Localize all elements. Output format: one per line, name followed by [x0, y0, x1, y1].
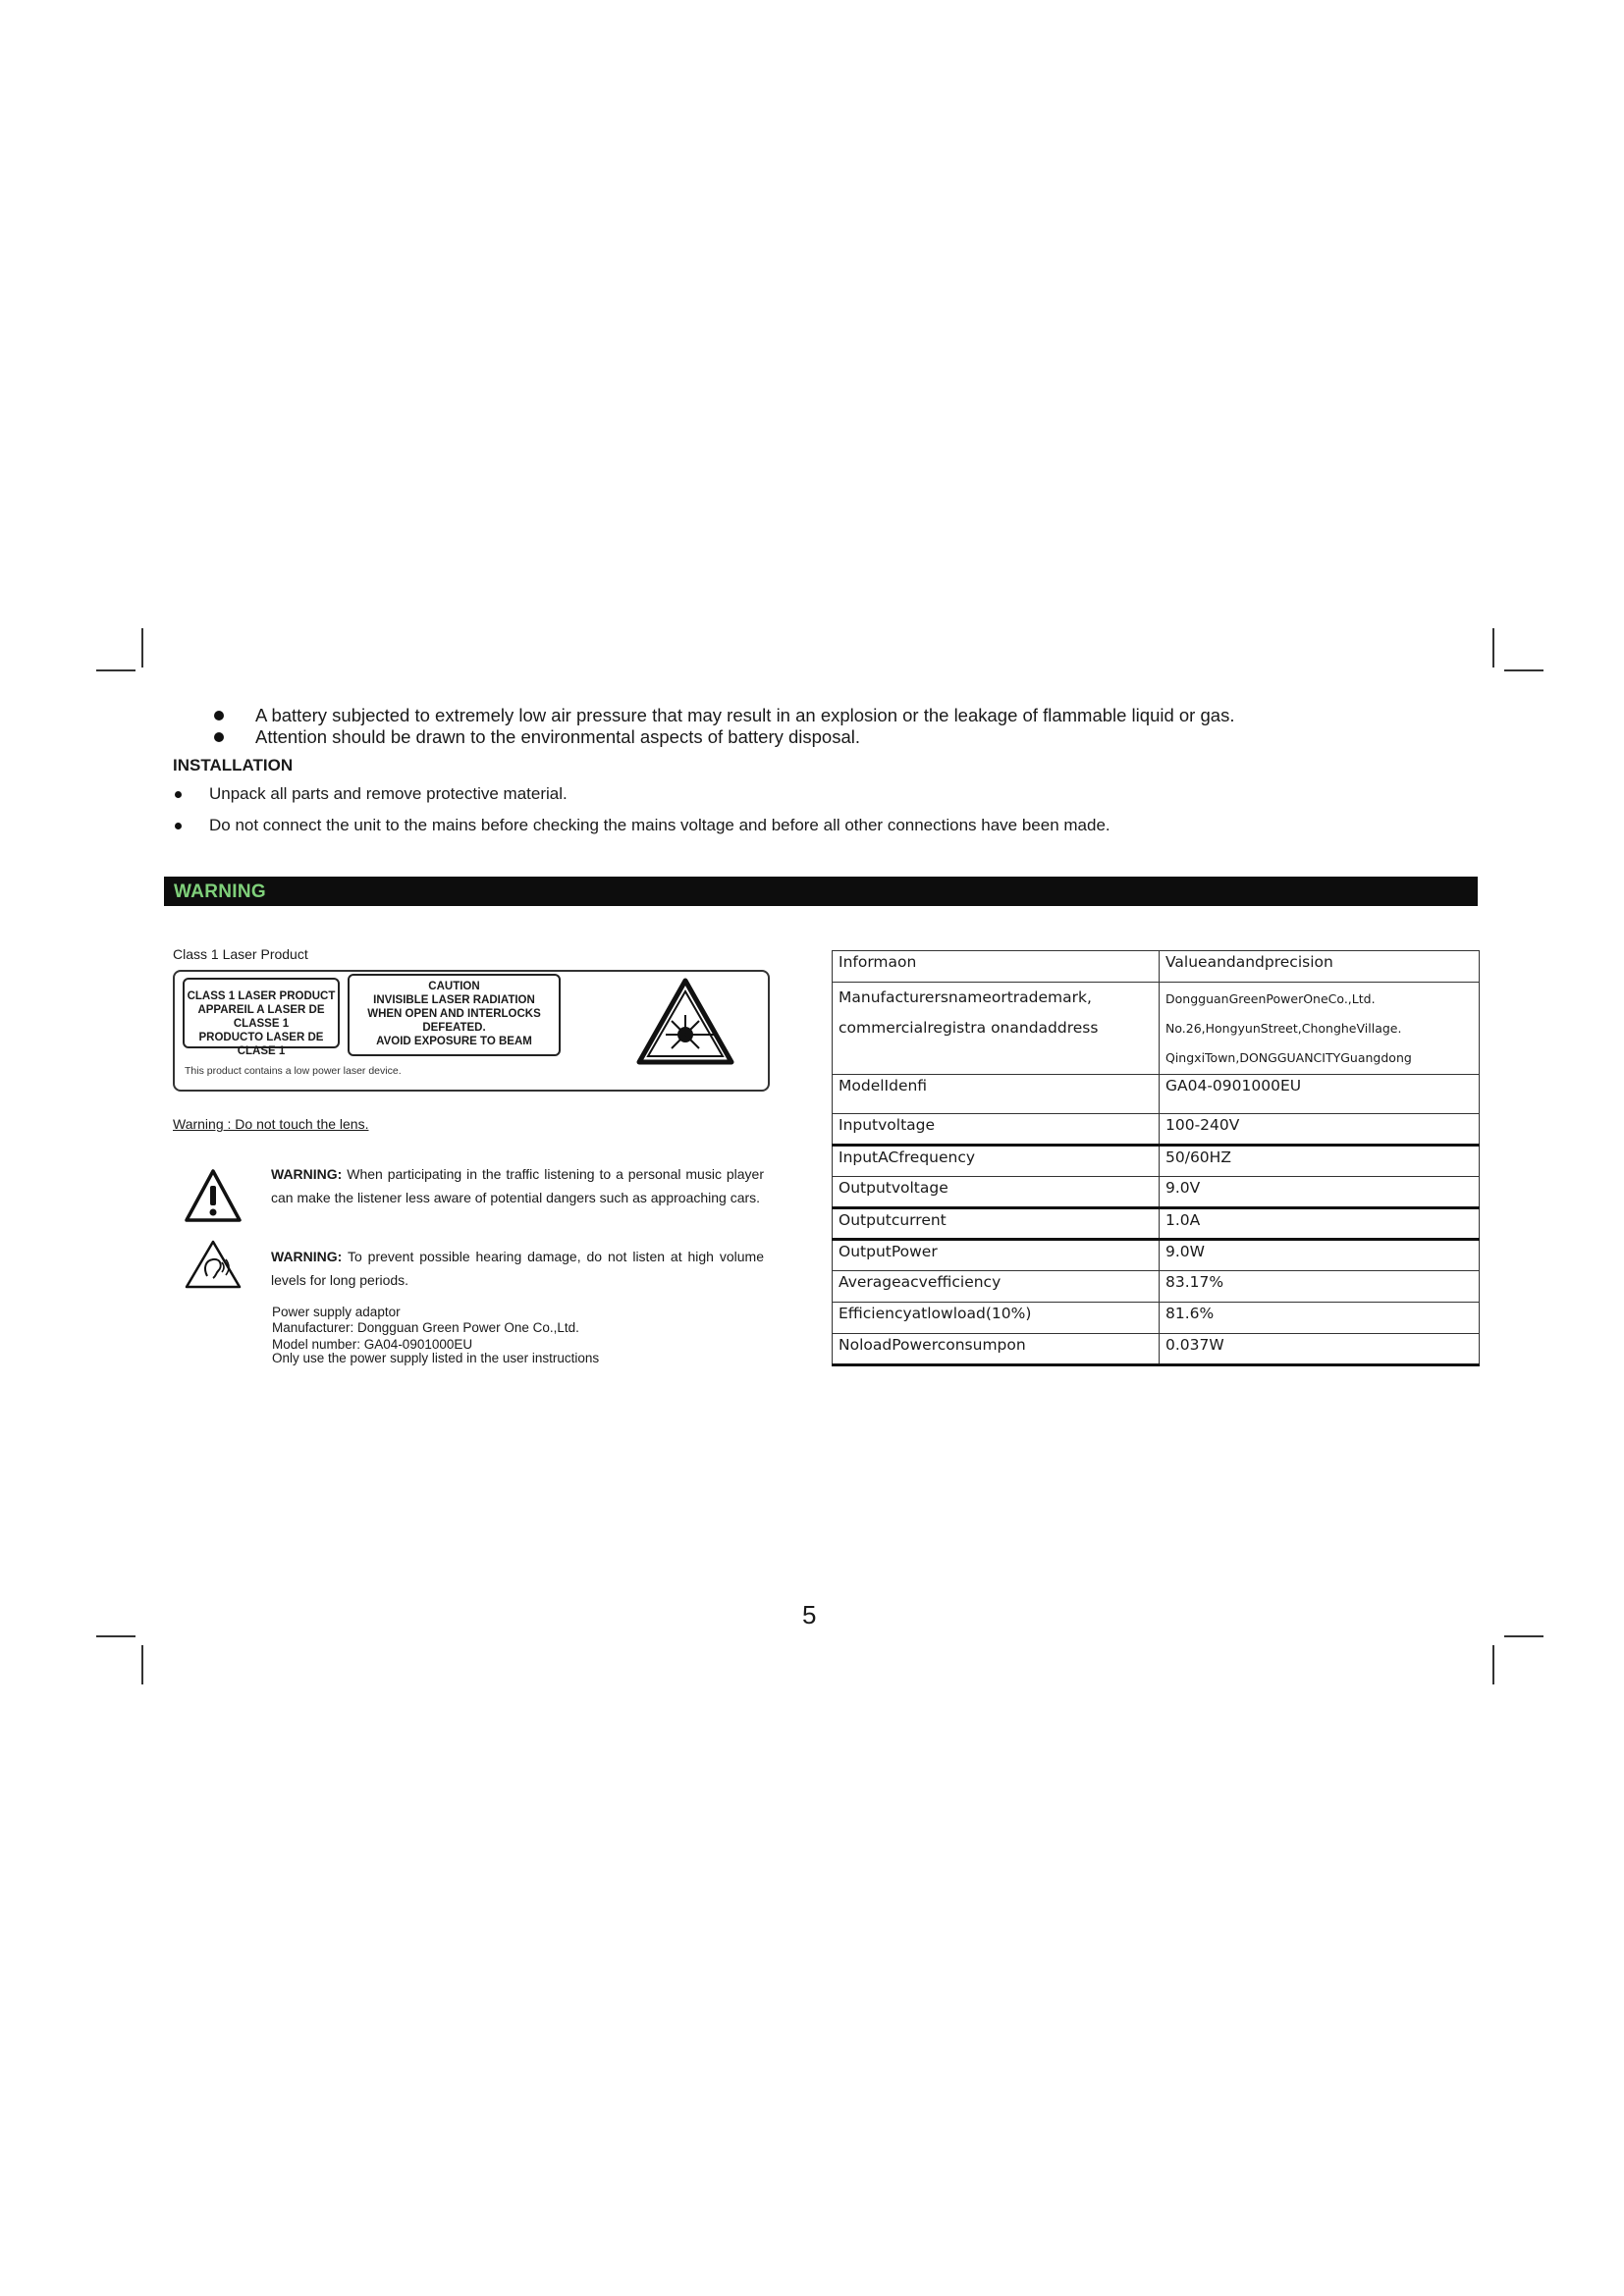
hearing-warning-icon [184, 1239, 243, 1290]
table-cell: 100-240V [1160, 1114, 1480, 1146]
warning-section-bar [164, 877, 1478, 906]
table-row [833, 1303, 1480, 1334]
power-supply-line: Manufacturer: Dongguan Green Power One Co.,Ltd. [272, 1320, 579, 1335]
warning-label: WARNING: [271, 1249, 343, 1264]
crop-mark [141, 628, 143, 667]
caution-line: DEFEATED. [422, 1022, 486, 1034]
power-supply-line: Only use the power supply listed in the user instructions [272, 1351, 600, 1365]
crop-mark [96, 669, 135, 671]
table-row [833, 1240, 1480, 1271]
table-cell: ModelIdenfi [833, 1075, 1160, 1114]
table-row [833, 983, 1480, 1075]
installation-list [173, 783, 1110, 836]
cell-line: Manufacturersnameortrademark, [839, 988, 1092, 1006]
power-supply-line: Power supply adaptor [272, 1305, 401, 1319]
laser-class-line: CLASS 1 LASER PRODUCT [187, 990, 336, 1002]
table-cell [1160, 983, 1480, 1075]
bullet-icon [214, 711, 224, 721]
crop-mark [96, 1635, 135, 1637]
caution-line: INVISIBLE LASER RADIATION [373, 994, 535, 1006]
lens-warning: Warning : Do not touch the lens. [173, 1116, 369, 1132]
list-item-text: A battery subjected to extremely low air pressure that may result in an explosion or the leakage of flammable liquid or gas. [255, 705, 1235, 725]
warning-text: When participating in the traffic listening to a personal music player can make the listener less aware of potential dangers such as approaching cars. [271, 1166, 764, 1205]
table-cell [833, 983, 1160, 1075]
list-item-text: Unpack all parts and remove protective material. [209, 784, 568, 803]
caution-line: AVOID EXPOSURE TO BEAM [376, 1036, 532, 1047]
warning-triangle-icon [184, 1168, 243, 1223]
warning-label: WARNING: [271, 1166, 343, 1182]
bullet-icon [175, 791, 182, 798]
traffic-warning [271, 1162, 764, 1209]
table-cell: Outputvoltage [833, 1177, 1160, 1208]
list-item [173, 783, 1110, 805]
warning-text: To prevent possible hearing damage, do not listen at high volume levels for long periods. [271, 1249, 764, 1288]
bullet-icon [175, 823, 182, 829]
cell-line: No.26,HongyunStreet,ChongheVillage. [1165, 1021, 1402, 1036]
table-cell: 9.0W [1160, 1240, 1480, 1271]
table-header-cell: Informaon [833, 951, 1160, 983]
laser-class-box [183, 978, 340, 1057]
table-cell: 50/60HZ [1160, 1146, 1480, 1177]
battery-bullet-list [214, 705, 1234, 748]
table-header-cell: Valueandandprecision [1160, 951, 1480, 983]
table-cell: OutputPower [833, 1240, 1160, 1271]
laser-label-panel [173, 970, 770, 1092]
table-row [833, 1177, 1480, 1208]
laser-class-line: PRODUCTO LASER DE CLASE 1 [198, 1032, 324, 1057]
table-cell: Averageacvefficiency [833, 1271, 1160, 1303]
power-supply-info [272, 1306, 599, 1365]
crop-mark [1492, 1645, 1494, 1684]
table-cell: 81.6% [1160, 1303, 1480, 1334]
table-row [833, 1114, 1480, 1146]
list-item-text: Attention should be drawn to the environmental aspects of battery disposal. [255, 726, 861, 747]
laser-class-label: Class 1 Laser Product [173, 946, 308, 962]
installation-heading: INSTALLATION [173, 756, 294, 774]
power-supply-line: Model number: GA04-0901000EU [272, 1337, 473, 1352]
power-supply-spec-table [832, 950, 1480, 1366]
laser-class-line: APPAREIL A LASER DE CLASSE 1 [197, 1004, 325, 1030]
crop-mark [1504, 1635, 1543, 1637]
hearing-warning [271, 1245, 764, 1292]
laser-hazard-icon [636, 978, 734, 1066]
caution-line: CAUTION [428, 981, 480, 992]
table-cell: GA04-0901000EU [1160, 1075, 1480, 1114]
list-item [173, 815, 1110, 836]
table-cell: InputACfrequency [833, 1146, 1160, 1177]
warning-section-title: WARNING [174, 881, 266, 902]
cell-line: DongguanGreenPowerOneCo.,Ltd. [1165, 991, 1376, 1006]
table-cell: Inputvoltage [833, 1114, 1160, 1146]
table-cell: Efficiencyatlowload(10%) [833, 1303, 1160, 1334]
crop-mark [1504, 669, 1543, 671]
bullet-icon [214, 732, 224, 742]
table-cell: 9.0V [1160, 1177, 1480, 1208]
table-row [833, 1208, 1480, 1240]
table-row [833, 1146, 1480, 1177]
list-item [214, 726, 1234, 748]
crop-mark [141, 1645, 143, 1684]
table-row [833, 1271, 1480, 1303]
crop-mark [1492, 628, 1494, 667]
table-row [833, 1334, 1480, 1365]
caution-line: WHEN OPEN AND INTERLOCKS [367, 1008, 541, 1020]
page-number: 5 [802, 1600, 817, 1629]
cell-line: commercialregistra onandaddress [839, 1019, 1099, 1037]
table-cell: NoloadPowerconsumpon [833, 1334, 1160, 1365]
cell-line: QingxiTown,DONGGUANCITYGuangdong [1165, 1050, 1412, 1065]
table-cell: 83.17% [1160, 1271, 1480, 1303]
table-cell: 1.0A [1160, 1208, 1480, 1240]
table-cell: Outputcurrent [833, 1208, 1160, 1240]
list-item-text: Do not connect the unit to the mains before checking the mains voltage and before all other connections have been made. [209, 816, 1110, 834]
laser-caution-box [348, 974, 561, 1056]
laser-note: This product contains a low power laser device. [185, 1065, 402, 1077]
list-item [214, 705, 1234, 726]
table-header-row [833, 951, 1480, 983]
table-cell: 0.037W [1160, 1334, 1480, 1365]
table-row [833, 1075, 1480, 1114]
